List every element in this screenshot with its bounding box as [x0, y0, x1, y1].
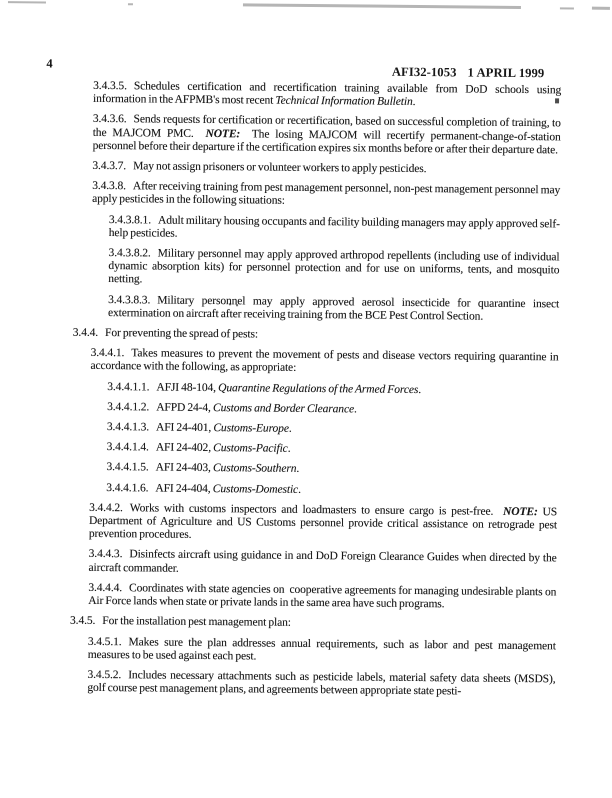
paragraph-number: 3.4.4.1.5.	[106, 461, 149, 474]
paragraph-number: 3.4.3.5.	[93, 79, 127, 93]
paragraph-3.4.4.1.1	[107, 381, 558, 399]
paragraph-text: .	[296, 463, 300, 476]
paragraph-text: Includes necessary attachments such as pesticide labels, material safety data sheets (MSDS), golf course pest management plans, and agreements between appropriate state pesti-	[87, 669, 556, 698]
scan-artifact-streak	[243, 3, 521, 9]
paragraph-3.4.4.1.5	[106, 462, 557, 480]
paragraph-text: .	[412, 96, 416, 109]
document-header	[392, 65, 545, 81]
paragraph-text: .	[298, 483, 301, 496]
paragraph-text: AFI 24-404,	[155, 482, 213, 495]
paragraph-text: May not assign prisoners or volunteer workers to apply pesticides.	[133, 160, 427, 176]
paragraph-text: AFPD 24-4,	[156, 401, 214, 414]
paragraph-text: Disinfects aircraft using guidance in and DoD Foreign Clearance Guides when directed by the aircraft commander.	[88, 548, 557, 575]
paragraph-number: 3.4.4.1.2.	[107, 400, 150, 414]
paragraph-number: 3.4.3.8.3.	[108, 293, 151, 307]
paragraph-3.4.4	[73, 327, 559, 345]
paragraph-text: The losing MAJCOM will recertify permanent-change-of-station personnel before their departure if the certification expires six months before or after their departure date.	[92, 127, 561, 157]
paragraph-number: 3.4.4.	[72, 326, 99, 340]
paragraph-number: 3.4.5.	[69, 614, 96, 628]
document-date: 1 APRIL 1999	[467, 65, 545, 81]
paragraph-text: Customs and Border Clearance	[212, 401, 355, 416]
paragraph-3.4.4.3	[88, 548, 556, 579]
paragraph-text: Customs-Pacific	[213, 442, 288, 456]
scan-artifact-streak	[8, 1, 46, 3]
paragraph-text: For preventing the spread of pests:	[105, 327, 259, 341]
paragraph-text: US Department of Agriculture and US Customs personnel provide critical assistance on retrograde pest prevention procedures.	[88, 506, 558, 542]
paragraph-3.4.5.2	[87, 669, 555, 700]
paragraph-3.4.3.6	[93, 113, 561, 157]
paragraph-number: 3.4.3.8.	[92, 180, 126, 193]
paragraph-text: Military personnel may apply approved arthropod repellents (including use of individual dynamic absorption kits) for personnel protection and for use on uniforms, tents, and mosquito netting.	[108, 247, 560, 286]
paragraph-3.4.3.7	[92, 160, 560, 178]
paragraph-text: NOTE:	[205, 127, 241, 140]
paragraph-text: AFI 24-401,	[155, 421, 214, 435]
paragraph-3.4.3.5	[93, 80, 561, 111]
paragraph-text: .	[418, 383, 422, 396]
paragraph-text: Customs-Southern	[212, 462, 297, 476]
paragraph-number: 3.4.4.1.4.	[106, 441, 149, 454]
paragraph-3.4.4.1.3	[107, 421, 558, 439]
paragraph-text: NOTE:	[503, 505, 538, 519]
paragraph-text: Quarantine Regulations of the Armed Forces	[218, 381, 419, 396]
paragraph-3.4.4.4	[88, 582, 556, 613]
paragraph-text: Customs-Domestic	[212, 482, 299, 496]
paragraph-text: .	[288, 422, 292, 435]
paragraph-text: .	[353, 403, 357, 416]
paragraph-text: Technical Information Bulletin	[275, 94, 413, 109]
paragraph-number: 3.4.4.4.	[88, 581, 123, 595]
scan-artifact-streak	[128, 3, 133, 5]
paragraph-text: Schedules certification and recertification training available from DoD schools using information in the AFPMB's most recent	[92, 80, 562, 107]
paragraph-number: 3.4.4.1.	[90, 347, 125, 360]
paragraph-number: 3.4.4.3.	[88, 548, 123, 561]
paragraph-number: 3.4.4.1.3.	[106, 421, 150, 434]
paragraph-number: 3.4.3.6.	[92, 113, 127, 126]
scan-artifact-streak	[592, 7, 610, 10]
paragraph-number: 3.4.3.8.2.	[108, 247, 151, 260]
paragraph-3.4.5	[70, 615, 556, 633]
paragraph-text: .	[287, 443, 291, 456]
scan-artifact-streak	[560, 7, 574, 9]
paragraph-text: Customs-Europe	[213, 422, 289, 435]
paragraph-number: 3.4.3.8.1.	[108, 213, 152, 227]
paragraph-3.4.3.8	[92, 180, 560, 211]
paragraph-3.4.4.1	[90, 347, 558, 378]
paragraph-number: 3.4.5.1.	[87, 635, 122, 648]
page-number: 4	[46, 56, 53, 71]
paragraph-number: 3.4.4.1.1.	[107, 380, 150, 394]
paragraph-3.4.5.1	[88, 635, 556, 666]
paragraph-text: Sends requests for certification or recertification, based on successful completion of training, to the MAJCOM PMC.	[92, 113, 561, 140]
paragraph-number: 3.4.3.7.	[92, 159, 127, 173]
document-id: AFI32-1053	[391, 64, 457, 80]
paragraph-text: AFI 24-402,	[155, 441, 214, 455]
paragraph-number: 3.4.4.2.	[89, 501, 123, 515]
paragraph-text: Takes measures to prevent the movement of pests and disease vectors requiring quarantine in accordance with the following, as appropriate:	[90, 347, 559, 375]
paragraph-text: AFI 24-403,	[155, 461, 214, 475]
paragraph-3.4.4.2	[89, 502, 557, 546]
paragraph-3.4.4.1.6	[106, 482, 557, 500]
paragraph-text: AFJI 48-104,	[156, 381, 219, 394]
document-body	[0, 79, 611, 707]
paragraph-3.4.3.8.3	[108, 294, 559, 325]
paragraph-text: Makes sure the plan addresses annual requirements, such as labor and pest management measures to be used against each pest.	[87, 635, 556, 663]
paragraph-number: 3.4.5.2.	[87, 668, 122, 682]
paragraph-text: Military personnel may apply approved aerosol insecticide for quarantine insect extermination on aircraft after receiving training from the BCE Pest Control Section.	[107, 294, 560, 323]
paragraph-text: Coordinates with state agencies on cooperative agreements for managing undesirable plants on Air Force lands when state or private lands in the same area have such programs.	[88, 582, 557, 611]
paragraph-text: After receiving training from pest management personnel, non-pest management personnel may apply pesticides in the following situations:	[92, 180, 561, 208]
paragraph-3.4.3.8.1	[109, 214, 560, 245]
paragraph-text: Adult military housing occupants and facility building managers may apply approved self-help pesticides.	[108, 214, 560, 240]
paragraph-number: 3.4.4.1.6.	[106, 481, 149, 495]
paragraph-3.4.4.1.4	[107, 441, 558, 459]
paragraph-3.4.3.8.2	[108, 247, 559, 291]
paragraph-3.4.4.1.2	[107, 401, 558, 419]
paragraph-text: Works with customs inspectors and loadmasters to ensure cargo is pest-free.	[129, 502, 504, 518]
paragraph-text: For the installation pest management plan:	[102, 615, 291, 630]
